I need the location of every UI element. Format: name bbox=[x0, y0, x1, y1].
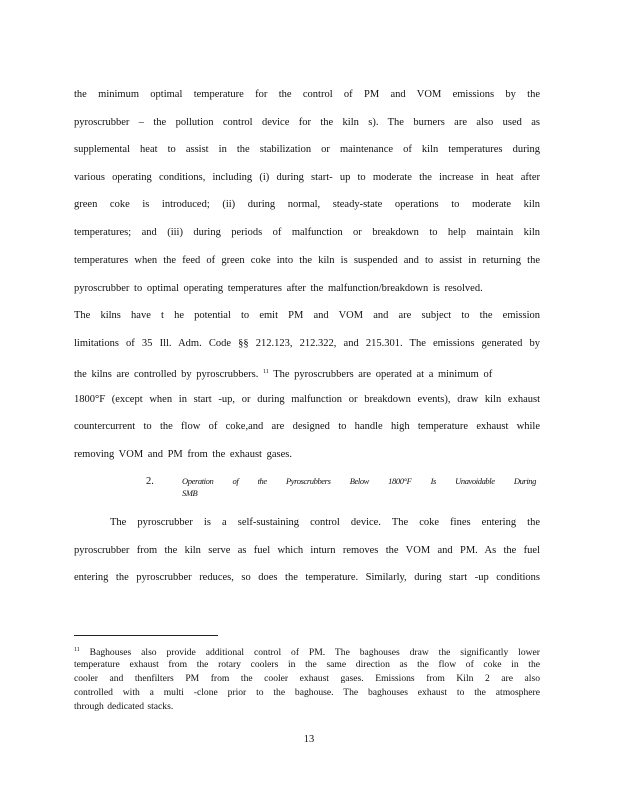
footnote-separator bbox=[74, 635, 218, 636]
body-line-10: limitations of 35 Ill. Adm. Code §§ 212.123, 212.322, and 215.301. The emissions generated by bbox=[74, 338, 540, 349]
section-title-line-2: SMB bbox=[182, 488, 198, 498]
body-line-9: The kilns have t he potential to emit PM and VOM and are subject to the emission bbox=[74, 310, 540, 321]
body-line-3: supplemental heat to assist in the stabilization or maintenance of kiln temperatures during bbox=[74, 144, 540, 155]
footnote-line-1-text: Baghouses also provide additional control of PM. The baghouses draw the significantly lower bbox=[79, 647, 540, 658]
body-line-4: various operating conditions, including (i) during start- up to moderate the increase in heat after bbox=[74, 172, 540, 183]
body-line-14: removing VOM and PM from the exhaust gases. bbox=[74, 449, 292, 460]
footnote-line-2: temperature exhaust from the rotary coolers in the same direction as the flow of coke in the bbox=[74, 659, 540, 670]
footnote-line-3: cooler and thenfilters PM from the cooler exhaust gases. Emissions from Kiln 2 are also bbox=[74, 673, 540, 684]
body-line-12: 1800°F (except when in start -up, or during malfunction or breakdown events), draw kiln exhaust bbox=[74, 394, 540, 405]
body-line-11 bbox=[74, 366, 540, 381]
body-line-11-text: the kilns are controlled by pyroscrubbers. bbox=[74, 369, 259, 380]
section-number: 2. bbox=[146, 476, 154, 487]
body-line-5: green coke is introduced; (ii) during normal, steady-state operations to moderate kiln bbox=[74, 199, 540, 210]
footnote-line-5: through dedicated stacks. bbox=[74, 701, 174, 712]
body-line-7: temperatures when the feed of green coke into the kiln is suspended and to assist in returning the bbox=[74, 255, 540, 266]
footnote-line-1 bbox=[74, 645, 540, 658]
footnote-reference[interactable]: 11 bbox=[263, 369, 269, 375]
footnote-line-4: controlled with a multi -clone prior to the baghouse. The baghouses exhaust to the atmosphere bbox=[74, 687, 540, 698]
para2-line-1: The pyroscrubber is a self-sustaining control device. The coke fines entering the bbox=[110, 517, 540, 528]
section-title-line-1: Operation of the Pyroscrubbers Below 1800°F Is Unavoidable During bbox=[182, 476, 536, 486]
body-line-1: the minimum optimal temperature for the control of PM and VOM emissions by the bbox=[74, 89, 540, 100]
para2-line-3: entering the pyroscrubber reduces, so does the temperature. Similarly, during start -up conditions bbox=[74, 572, 540, 583]
body-line-6: temperatures; and (iii) during periods of malfunction or breakdown to help maintain kiln bbox=[74, 227, 540, 238]
body-line-13: countercurrent to the flow of coke,and are designed to handle high temperature exhaust while bbox=[74, 421, 540, 432]
body-line-11-continued: The pyroscrubbers are operated at a minimum of bbox=[273, 369, 493, 380]
footnote-marker: 11 bbox=[74, 647, 80, 653]
para2-line-2: pyroscrubber from the kiln serve as fuel which inturn removes the VOM and PM. As the fuel bbox=[74, 545, 540, 556]
page-number: 13 bbox=[303, 734, 315, 745]
body-line-2: pyroscrubber – the pollution control device for the kiln s). The burners are also used as bbox=[74, 117, 540, 128]
body-line-8: pyroscrubber to optimal operating temperatures after the malfunction/breakdown is resolved. bbox=[74, 283, 483, 294]
